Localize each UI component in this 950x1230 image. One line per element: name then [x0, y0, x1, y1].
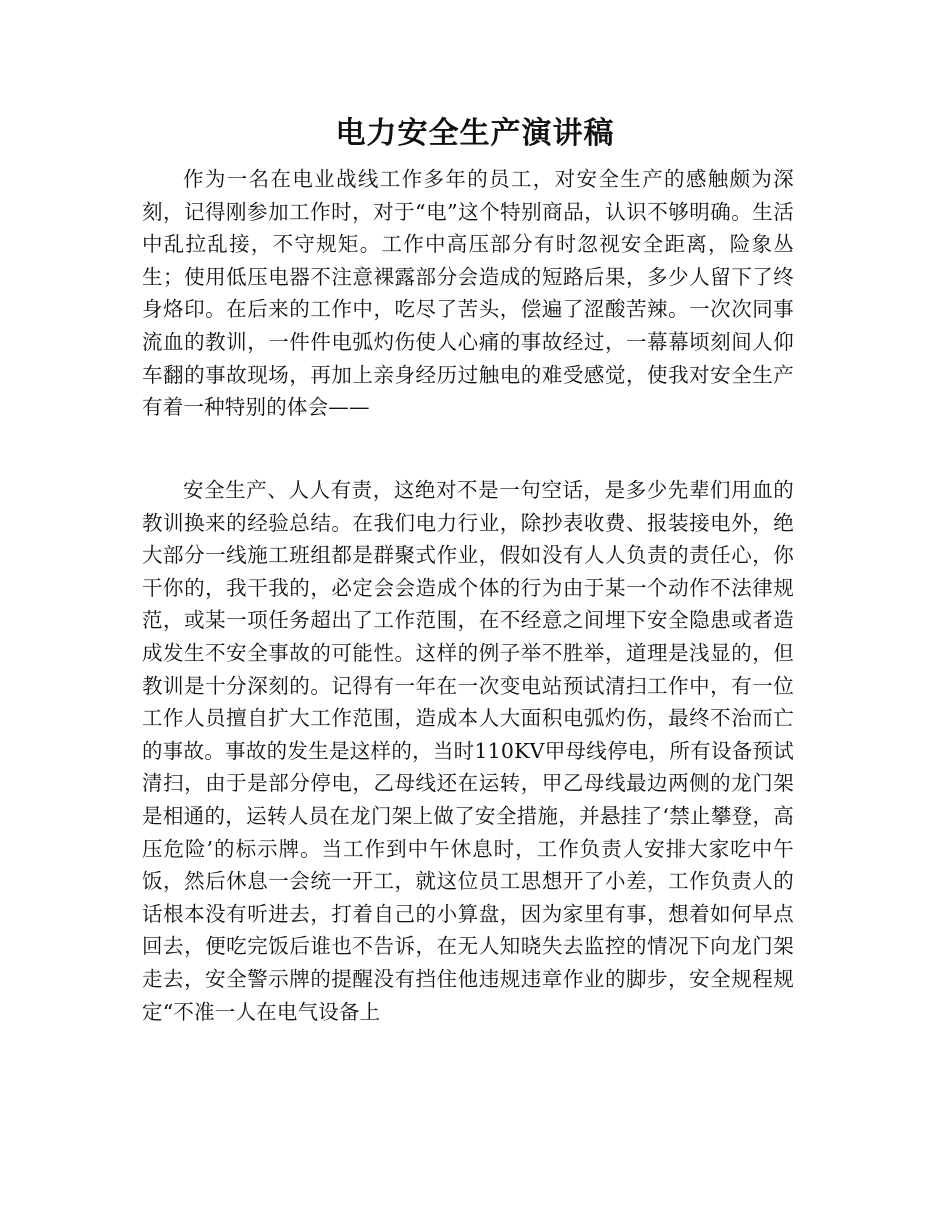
- paragraph-1: 作为一名在电业战线工作多年的员工，对安全生产的感触颇为深刻，记得刚参加工作时，对于“电”这个特别商品，认识不够明确。生活中乱拉乱接，不守规矩。工作中高压部分有时忽视安全距离，险象丛生；使用低压电器不注意裸露部分会造成的短路后果，多少人留下了终身烙印。在后来的工作中，吃尽了苦头，偿遍了涩酸苦辣。一次次同事流血的教训，一件件电弧灼伤使人心痛的事故经过，一幕幕顷刻间人仰车翻的事故现场，再加上亲身经历过触电的难受感觉，使我对安全生产有着一种特别的体会——: [142, 167, 794, 420]
- paragraph-2: 安全生产、人人有责，这绝对不是一句空话，是多少先辈们用血的教训换来的经验总结。在我们电力行业，除抄表收费、报装接电外，绝大部分一线施工班组都是群聚式作业，假如没有人人负责的责任心，你干你的，我干我的，必定会会造成个体的行为由于某一个动作不法律规范，或某一项任务超出了工作范围，在不经意之间埋下安全隐患或者造成发生不安全事故的可能性。这样的例子举不胜举，道理是浅显的，但教训是十分深刻的。记得有一年在一次变电站预试清扫工作中，有一位工作人员擅自扩大工作范围，造成本人大面积电弧灼伤，最终不治而亡的事故。事故的发生是这样的，当时110KV甲母线停电，所有设备预试清扫，由于是部分停电，乙母线还在运转，甲乙母线最边两侧的龙门架是相通的，运转人员在龙门架上做了安全措施，并悬挂了‘禁止攀登，高压危险’的标示牌。当工作到中午休息时，工作负责人安排大家吃中午饭，然后休息一会统一开工，就这位员工思想开了小差，工作负责人的话根本没有听进去，打着自己的小算盘，因为家里有事，想着如何早点回去，便吃完饭后谁也不告诉，在无人知晓失去监控的情况下向龙门架走去，安全警示牌的提醒没有挡住他违规违章作业的脚步，安全规程规定“不准一人在电气设备上: [142, 478, 794, 1024]
- document-title: 电力安全生产演讲稿: [335, 116, 615, 151]
